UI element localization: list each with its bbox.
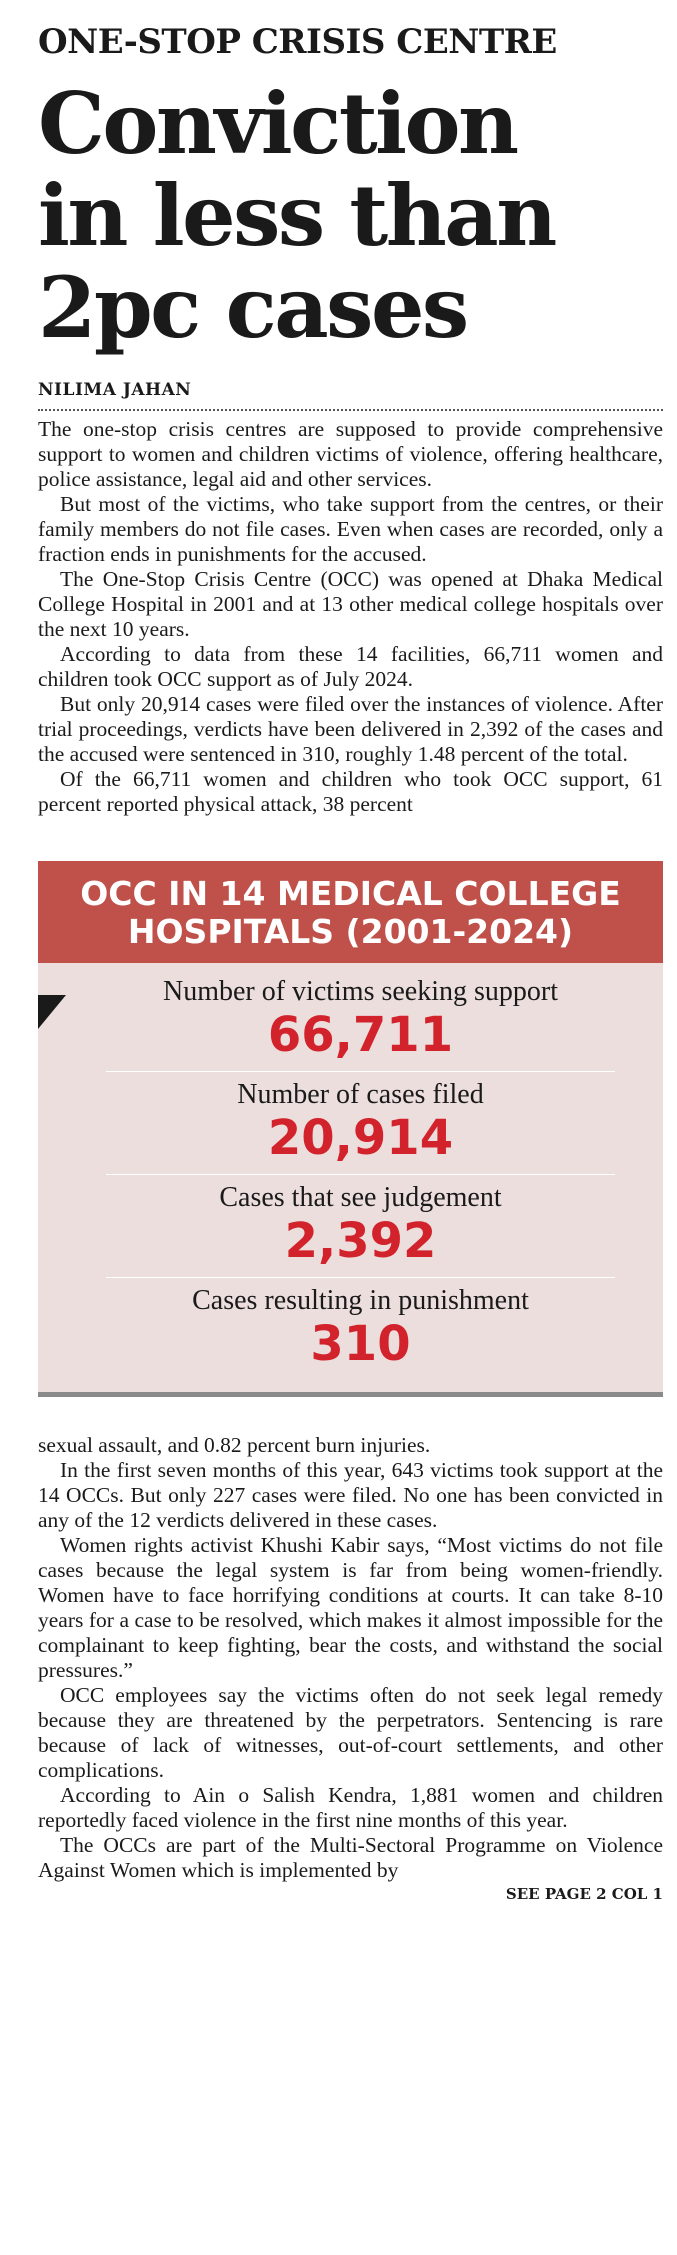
- article-body-top: [38, 417, 663, 817]
- paragraph: In the first seven months of this year, 643 victims took support at the 14 OCCs. But only 227 cases were filed. No one has been convicted in any of the 12 verdicts delivered in these cases.: [38, 1458, 663, 1532]
- stat-judgement: [106, 1175, 615, 1278]
- infobox-title-line-2: HOSPITALS (2001-2024): [127, 912, 574, 951]
- stats-infobox: [38, 861, 663, 1397]
- paragraph: Women rights activist Khushi Kabir says, “Most victims do not file cases because the legal system is far from being women-friendly. Women have to face horrifying conditions at courts. It can take 8-10 years for a case to be resolved, which makes it almost impossible for the complainant to keep fighting, bear the costs, and withstand the social pressures.”: [38, 1533, 663, 1682]
- stat-label: Number of cases filed: [237, 1079, 484, 1110]
- infobox-title-line-1: OCC IN 14 MEDICAL COLLEGE: [80, 874, 621, 913]
- headline-line-1: Conviction: [38, 74, 517, 173]
- stat-label: Cases resulting in punishment: [192, 1285, 529, 1316]
- continuation-note: SEE PAGE 2 COL 1: [505, 1885, 663, 1903]
- stat-value: 2,392: [284, 1213, 437, 1269]
- paragraph: But only 20,914 cases were filed over the instances of violence. After trial proceedings, verdicts have been delivered in 2,392 of the cases and the accused were sentenced in 310, roughly 1.48 percent of the total.: [38, 692, 663, 766]
- infobox-stats: [38, 963, 663, 1397]
- stat-label: Number of victims seeking support: [162, 976, 559, 1007]
- paragraph: Of the 66,711 women and children who took OCC support, 61 percent reported physical attack, 38 percent: [38, 767, 663, 816]
- paragraph: According to Ain o Salish Kendra, 1,881 women and children reportedly faced violence in the first nine months of this year.: [38, 1783, 663, 1832]
- stat-victims: [106, 969, 615, 1072]
- stat-label: Cases that see judgement: [219, 1182, 502, 1213]
- byline: NILIMA JAHAN: [38, 380, 192, 400]
- paragraph: The one-stop crisis centres are supposed to provide comprehensive support to women and children victims of violence, offering healthcare, police assistance, legal aid and other services.: [38, 417, 663, 491]
- stat-cases-filed: [106, 1072, 615, 1175]
- headline-line-3: 2pc cases: [38, 258, 467, 357]
- infobox-title: [38, 861, 663, 963]
- stat-value: 310: [310, 1316, 411, 1372]
- paragraph: OCC employees say the victims often do not seek legal remedy because they are threatened by the perpetrators. Sentencing is rare because of lack of witnesses, out-of-court settlements, and other complications.: [38, 1683, 663, 1782]
- stat-value: 66,711: [267, 1007, 454, 1063]
- headline-line-2: in less than: [38, 166, 555, 265]
- headline: [38, 74, 663, 357]
- paragraph: sexual assault, and 0.82 percent burn injuries.: [38, 1433, 431, 1457]
- paragraph: The OCCs are part of the Multi-Sectoral Programme on Violence Against Women which is implemented by: [38, 1833, 663, 1882]
- byline-divider: [38, 409, 663, 411]
- article-body-bottom: [38, 1433, 663, 1883]
- paragraph: According to data from these 14 facilities, 66,711 women and children took OCC support as of July 2024.: [38, 642, 663, 691]
- stat-punishment: [106, 1278, 615, 1380]
- paragraph: But most of the victims, who take support from the centres, or their family members do not file cases. Even when cases are recorded, only a fraction ends in punishments for the accused.: [38, 492, 663, 566]
- paragraph: The One-Stop Crisis Centre (OCC) was opened at Dhaka Medical College Hospital in 2001 and at 13 other medical college hospitals over the next 10 years.: [38, 567, 663, 641]
- corner-fold-decoration: [38, 995, 66, 1029]
- stat-value: 20,914: [267, 1110, 454, 1166]
- kicker: ONE-STOP CRISIS CENTRE: [38, 22, 557, 62]
